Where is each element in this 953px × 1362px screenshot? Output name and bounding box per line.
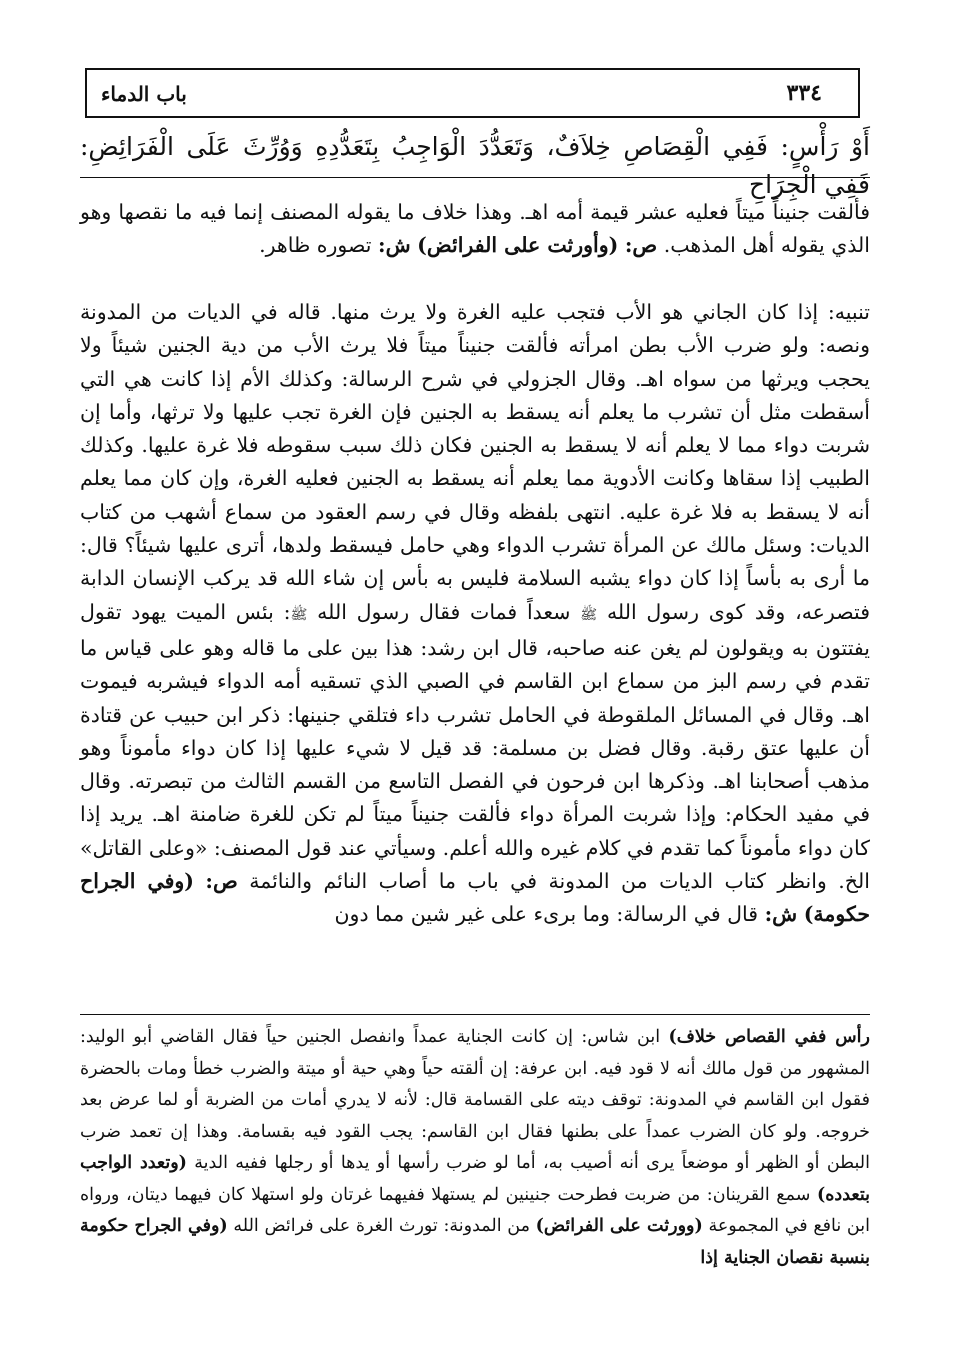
matn-quote-2: (وفي الجراح حكومة) <box>80 869 870 927</box>
label-sheen: ش: <box>378 233 411 258</box>
page-number: ٣٣٤ <box>786 80 822 106</box>
footnote-divider <box>80 1014 870 1015</box>
salawat-symbol-2: ﷺ <box>290 606 308 623</box>
footnote-text-2: سمع القرينان: من ضربت فطرحت جنينين لم يستهلا ففيهما غرتان ولو استهلا كان فيهما ديتان، ورواه ابن نافع في المجموعة <box>80 1184 870 1236</box>
footnote-quote-2: (وتعدد الواجب بتعدده) <box>80 1153 870 1205</box>
sharh-segment-2: سعداً فمات فقال رسول الله <box>317 599 571 624</box>
footnote-quote-1: رأس ففي القصاص خلاف) <box>668 1027 870 1047</box>
label-sad-2: ص: <box>205 869 238 894</box>
footnote-quote-4: (وفي الجراح حكومة بنسبة نقصان الجناية إذا <box>80 1216 870 1268</box>
footnote-text-3: من المدونة: تورث الغرة على فرائض الله <box>233 1216 530 1236</box>
footnote-block <box>80 1022 870 1274</box>
label-sad: ص: <box>624 233 658 258</box>
sharh-segment-1: تنبيه: إذا كان الجاني هو الأب فتجب عليه الغرة ولا يرث منها. قاله في الديات من المدونة ونصه: ولو ضرب الأب بطن امرأته فألقت جنيناً ميتاً فلا يرث الأب من دية الجنين شيئاً ولا يحجب ويرثها من سواه اهـ. وقال الجزولي في شرح الرسالة: وكذلك الأم إذا كانت هي التي أسقطت مثل أن تشرب ما يعلم أنه يسقط به الجنين فإن الغرة تجب عليها ولا ترثها، وأما إن شربت دواء مما لا يعلم أنه لا يسقط به الجنين فكان ذلك سبب سقوطه فلا غرة عليها. وكذلك الطبيب إذا سقاها وكانت الأدوية مما يعلم أنه يسقط به الجنين فعليه الغرة، وإن كان مما يعلم أنه لا يسقط به فلا غرة عليه. انتهى بلفظه وقال في رسم العقود من سماع أشهب من كتاب الديات: وسئل مالك عن المرأة تشرب الدواء وهي حامل فيسقط ولدها، أترى عليها شيئاً؟ قال: ما أرى به بأساً إذا كان دواء يشبه السلامة فليس به بأس إن شاء الله قد يركب الإنسان الدابة فتصرعه، وقد كوى رسول الله <box>80 300 870 624</box>
salawat-symbol: ﷺ <box>580 606 598 623</box>
footnote-quote-3: (وورثت على الفرائض) <box>535 1216 703 1236</box>
footnote-text-1: ابن شاس: إن كانت الجناية عمداً وانفصل الجنين حياً فقال القاضي أبو الوليد: المشهور من قول مالك أنه لا قود فيه. ابن عرفة: إن ألقته حياً وهي حية أو ميتة والضرب خطأ ومات بالحضرة فقول ابن القاسم في المدونة: توقف ديته على القسامة قال: لأنه لا يدري أمات من الضربة أو لما عرض بعد خروجه. ولو كان الضرب عمداً على بطنها فقال ابن القاسم: يجب القود فيه بقسامة. وهذا إن تعمد ضرب البطن أو الظهر أو موضعاً يرى أنه أصيب به، أما لو ضرب رأسها أو يدها أو رجلها ففيه الدية <box>80 1027 870 1173</box>
matn-divider <box>80 177 870 178</box>
matn-text: أَوْ رَأْسٍ: فَفِي الْقِصَاصِ خِلاَفٌ، وَتَعَدُّدَ الْوَاجِبُ بِتَعَدُّدِهِ وَوُرِّثَ عَلَى الْفَرَائِضِ: فَفِي الْجِرَاحِ <box>80 132 870 199</box>
label-sheen-2: ش: <box>764 902 798 927</box>
sharh-intro <box>80 196 870 263</box>
sharh-intro-end: تصوره ظاهر. <box>259 233 372 258</box>
sharh-segment-3: : بئس الميت يهود تقول يفتتون به ويقولون لم يغن عنه صاحبه، قال ابن رشد: هذا بين على ما قاله وهو على قياس ما تقدم في رسم البز من سماع ابن القاسم في الصبي الذي تسقيه أمه الدواء فيشربه فيموت اهـ. وقال في المسائل الملقوطة في الحامل تشرب داء فتلقي جنينها: ذكر ابن حبيب عن قتادة أن عليها عتق رقبة. وقال فضل بن مسلمة: قد قيل لا شيء عليها إذا كان دواء مأموناً وهو مذهب أصحابنا اهـ. وذكرها ابن فرحون في الفصل التاسع من القسم الثالث من تبصرته. وقال في مفيد الحكام: وإذا شربت المرأة دواء فألقت جنيناً ميتاً لم تكن للغرة ضامنة اهـ. يريد إذا كان دواء مأموناً كما تقدم في كلام غيره والله أعلم. وسيأتي عند قول المصنف: «وعلى القاتل» الخ. وانظر كتاب الديات من المدونة في باب ما أصاب النائم والنائمة <box>80 599 870 894</box>
sharh-main <box>80 296 870 932</box>
chapter-title: باب الدماء <box>101 82 187 106</box>
page-header <box>85 68 860 118</box>
sharh-intro-text: فألقت جنيناً ميتاً فعليه عشر قيمة أمه اهـ. وهذا خلاف ما يقوله المصنف إنما فيه ما نقصها وهو الذي يقوله أهل المذهب. <box>80 200 870 258</box>
matn-quote: (وأورثت على الفرائض) <box>417 233 619 258</box>
sharh-segment-4: قال في الرسالة: وما برىء على غير شين مما دون <box>334 902 759 927</box>
